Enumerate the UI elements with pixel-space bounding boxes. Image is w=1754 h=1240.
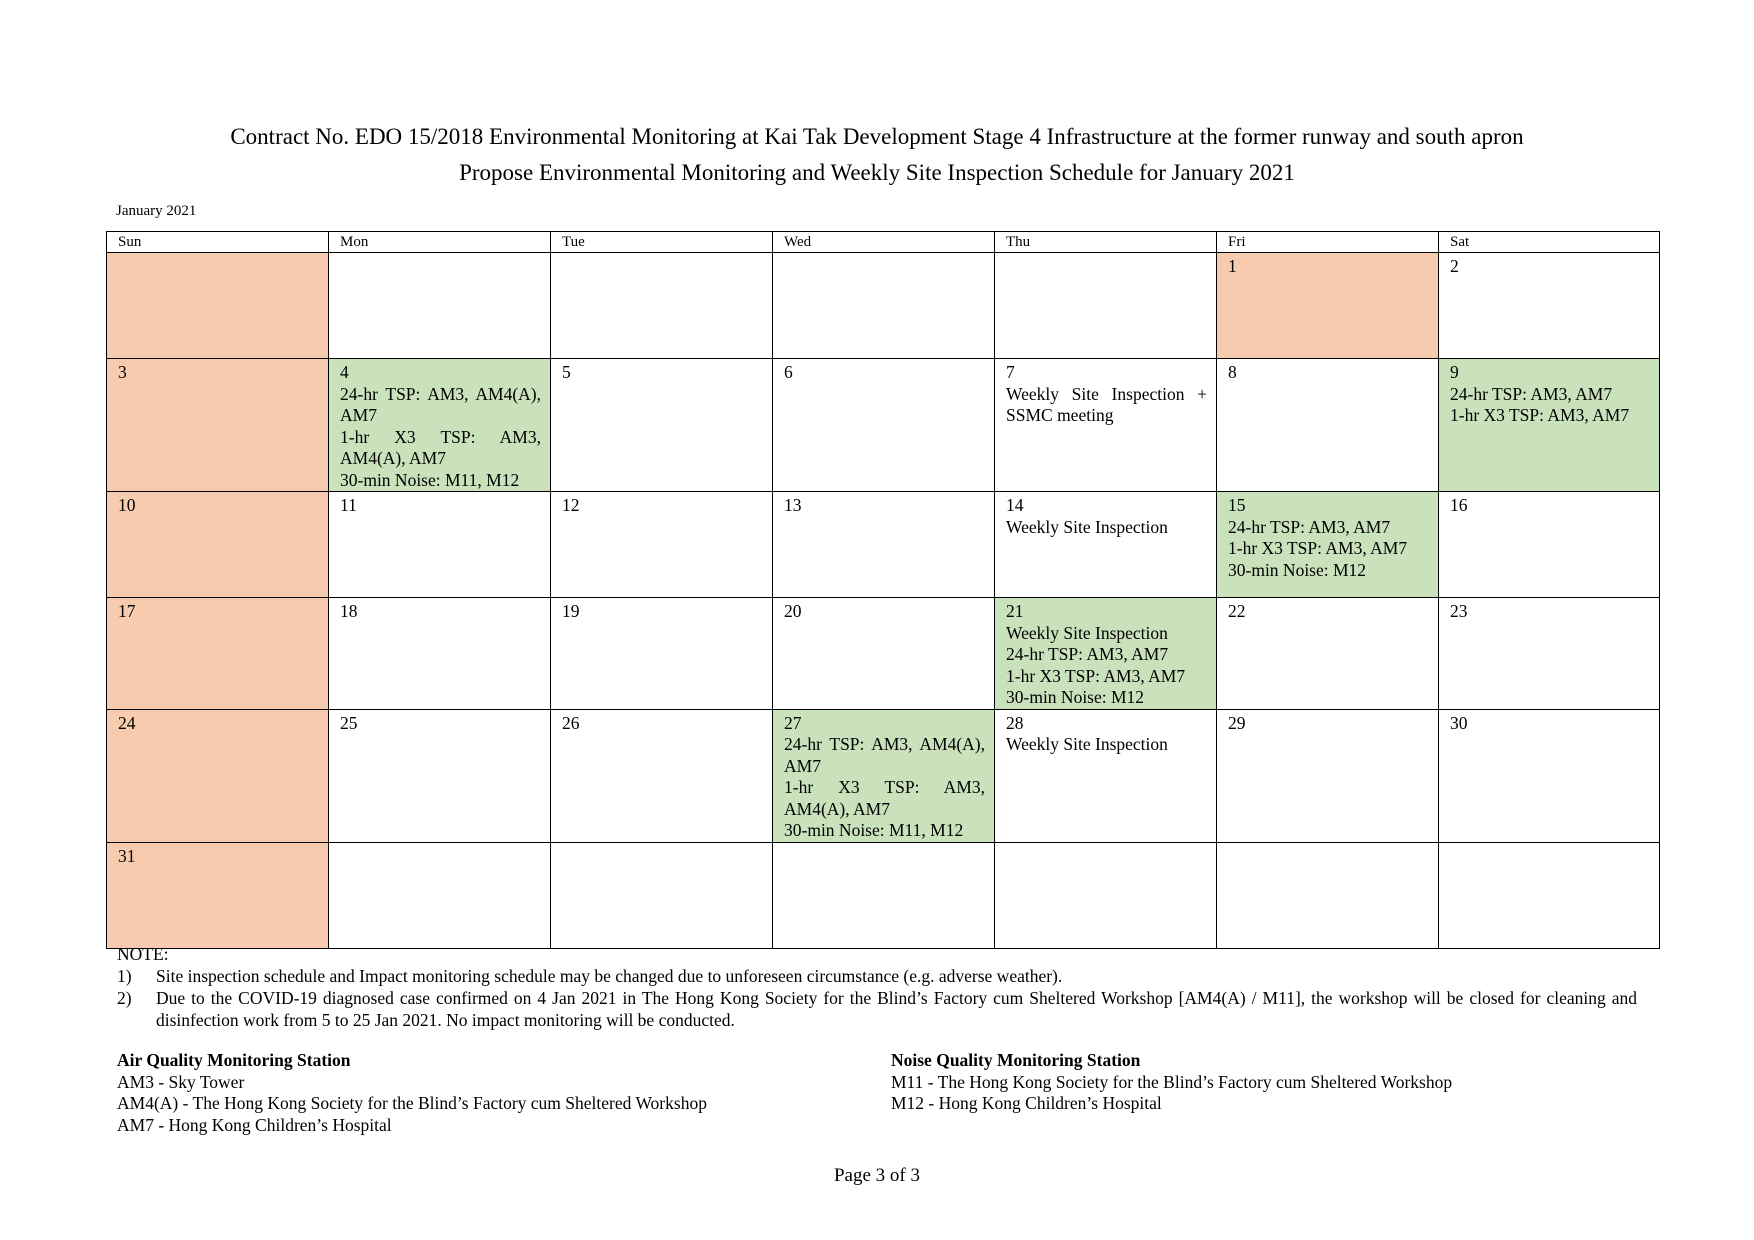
air-station-item: AM7 - Hong Kong Children’s Hospital — [117, 1114, 392, 1135]
day-cell — [551, 253, 773, 359]
document-title: Contract No. EDO 15/2018 Environmental Monitoring at Kai Tak Development Stage 4 Infrastructure at the former runway and south apron — [230, 124, 1524, 149]
day-number: 18 — [340, 601, 358, 621]
event-line: Weekly Site Inspection — [1006, 516, 1168, 537]
document-subtitle: Propose Environmental Monitoring and Weekly Site Inspection Schedule for January 2021 — [459, 160, 1295, 185]
day-cell-monitoring — [329, 359, 551, 492]
day-cell — [995, 492, 1217, 598]
event-line: 1-hr X3 TSP: AM3, AM4(A), AM7 — [340, 426, 541, 468]
week-row — [107, 842, 1660, 948]
day-number: 30 — [1450, 712, 1468, 733]
noise-station-item: M11 - The Hong Kong Society for the Blind’s Factory cum Sheltered Workshop — [891, 1071, 1453, 1092]
day-cell — [329, 598, 551, 710]
day-number: 27 — [784, 712, 802, 733]
weekday-wed: Wed — [773, 232, 995, 253]
day-number: 9 — [1450, 362, 1459, 382]
day-number: 24 — [118, 712, 136, 733]
weekday-sun: Sun — [107, 232, 329, 253]
day-cell — [773, 598, 995, 710]
day-number: 8 — [1228, 362, 1237, 382]
weekday-header-row — [107, 232, 1660, 253]
event-line: 24-hr TSP: AM3, AM7 — [1228, 516, 1391, 537]
day-cell — [995, 359, 1217, 492]
event-line: Weekly Site Inspection + SSMC meeting — [1006, 383, 1207, 425]
day-cell — [1439, 598, 1660, 710]
day-number: 21 — [1006, 601, 1024, 621]
day-cell — [1217, 709, 1439, 842]
day-cell — [329, 842, 551, 948]
day-number: 20 — [784, 601, 802, 621]
event-line: 24-hr TSP: AM3, AM4(A), AM7 — [784, 734, 985, 776]
weekday-sat: Sat — [1439, 232, 1660, 253]
event-line: 30-min Noise: M12 — [1006, 687, 1145, 707]
day-number: 12 — [562, 495, 580, 515]
day-cell — [773, 359, 995, 492]
air-station-item: AM3 - Sky Tower — [117, 1071, 245, 1092]
weekday-thu: Thu — [995, 232, 1217, 253]
day-cell — [551, 709, 773, 842]
weekday-fri: Fri — [1217, 232, 1439, 253]
day-cell — [1217, 842, 1439, 948]
week-row — [107, 598, 1660, 710]
day-cell — [773, 842, 995, 948]
day-cell — [1439, 709, 1660, 842]
day-cell-monitoring — [1217, 492, 1439, 598]
day-cell — [1439, 253, 1660, 359]
day-number: 7 — [1006, 362, 1015, 382]
day-number: 17 — [118, 601, 136, 621]
event-line: 24-hr TSP: AM3, AM7 — [1450, 383, 1613, 404]
event-line: Weekly Site Inspection — [1006, 622, 1168, 643]
day-cell — [107, 598, 329, 710]
day-number: 11 — [340, 495, 357, 515]
air-station-legend — [117, 1050, 707, 1136]
day-number: 26 — [562, 712, 580, 733]
day-cell — [329, 253, 551, 359]
day-cell — [995, 842, 1217, 948]
week-row — [107, 709, 1660, 842]
day-cell — [995, 709, 1217, 842]
day-cell — [107, 709, 329, 842]
day-number: 1 — [1228, 256, 1237, 276]
week-row — [107, 253, 1660, 359]
event-line: 30-min Noise: M11, M12 — [784, 820, 964, 840]
day-cell — [1439, 492, 1660, 598]
day-cell — [107, 842, 329, 948]
day-number: 15 — [1228, 495, 1246, 515]
day-number: 31 — [118, 845, 136, 866]
event-line: 24-hr TSP: AM3, AM7 — [1006, 644, 1169, 664]
day-cell — [107, 253, 329, 359]
week-row — [107, 492, 1660, 598]
event-line: 1-hr X3 TSP: AM3, AM7 — [1228, 538, 1408, 558]
day-cell — [773, 492, 995, 598]
notes-heading: NOTE: — [117, 944, 169, 964]
calendar-table — [106, 231, 1660, 949]
note-item — [117, 966, 1637, 988]
noise-station-legend — [891, 1050, 1452, 1115]
event-line: 30-min Noise: M11, M12 — [340, 469, 520, 490]
day-number: 29 — [1228, 712, 1246, 733]
day-cell — [551, 359, 773, 492]
day-number: 13 — [784, 495, 802, 515]
day-cell — [1439, 842, 1660, 948]
noise-station-heading: Noise Quality Monitoring Station — [891, 1050, 1141, 1070]
note-item — [117, 988, 1637, 1031]
note-text: Due to the COVID-19 diagnosed case confirmed on 4 Jan 2021 in The Hong Kong Society for the Blind’s Factory cum Sheltered Workshop [AM4(A) / M11], the workshop will be closed for cleaning and disinfection work from 5 to 25 Jan 2021. No impact monitoring will be conducted. — [156, 988, 1637, 1030]
day-number: 28 — [1006, 712, 1024, 733]
day-number: 4 — [340, 362, 349, 382]
day-number: 6 — [784, 362, 793, 382]
event-line: 1-hr X3 TSP: AM3, AM7 — [1450, 405, 1630, 425]
note-number: 1) — [117, 966, 132, 986]
day-cell-monitoring — [995, 598, 1217, 710]
weekday-tue: Tue — [551, 232, 773, 253]
week-row — [107, 359, 1660, 492]
day-cell — [329, 492, 551, 598]
day-cell — [107, 359, 329, 492]
note-text: Site inspection schedule and Impact monitoring schedule may be changed due to unforeseen circumstance (e.g. adverse weather). — [156, 966, 1063, 986]
air-station-item: AM4(A) - The Hong Kong Society for the Blind’s Factory cum Sheltered Workshop — [117, 1093, 707, 1113]
day-number: 19 — [562, 601, 580, 621]
page-number: Page 3 of 3 — [833, 1165, 920, 1186]
event-line: 30-min Noise: M12 — [1228, 559, 1367, 580]
day-cell — [1217, 598, 1439, 710]
day-cell-monitoring — [1439, 359, 1660, 492]
day-number: 14 — [1006, 495, 1024, 515]
month-label: January 2021 — [116, 203, 197, 219]
day-cell — [551, 598, 773, 710]
day-cell — [551, 842, 773, 948]
event-line: 1-hr X3 TSP: AM3, AM7 — [1006, 665, 1186, 686]
note-number: 2) — [117, 988, 132, 1008]
air-station-heading: Air Quality Monitoring Station — [117, 1050, 351, 1070]
day-cell-monitoring — [773, 709, 995, 842]
day-number: 10 — [118, 495, 136, 515]
day-cell — [1217, 359, 1439, 492]
day-number: 16 — [1450, 495, 1468, 515]
day-cell — [329, 709, 551, 842]
noise-station-item: M12 - Hong Kong Children’s Hospital — [891, 1093, 1162, 1113]
day-cell — [773, 253, 995, 359]
day-cell-holiday — [1217, 253, 1439, 359]
event-line: 24-hr TSP: AM3, AM4(A), AM7 — [340, 383, 541, 425]
day-cell — [551, 492, 773, 598]
day-number: 5 — [562, 362, 571, 382]
day-number: 25 — [340, 712, 358, 733]
event-line: 1-hr X3 TSP: AM3, AM4(A), AM7 — [784, 777, 985, 819]
day-cell — [995, 253, 1217, 359]
weekday-mon: Mon — [329, 232, 551, 253]
day-number: 2 — [1450, 256, 1459, 276]
day-number: 23 — [1450, 601, 1468, 621]
day-number: 22 — [1228, 601, 1246, 621]
day-cell — [107, 492, 329, 598]
event-line: Weekly Site Inspection — [1006, 734, 1168, 754]
day-number: 3 — [118, 362, 127, 382]
